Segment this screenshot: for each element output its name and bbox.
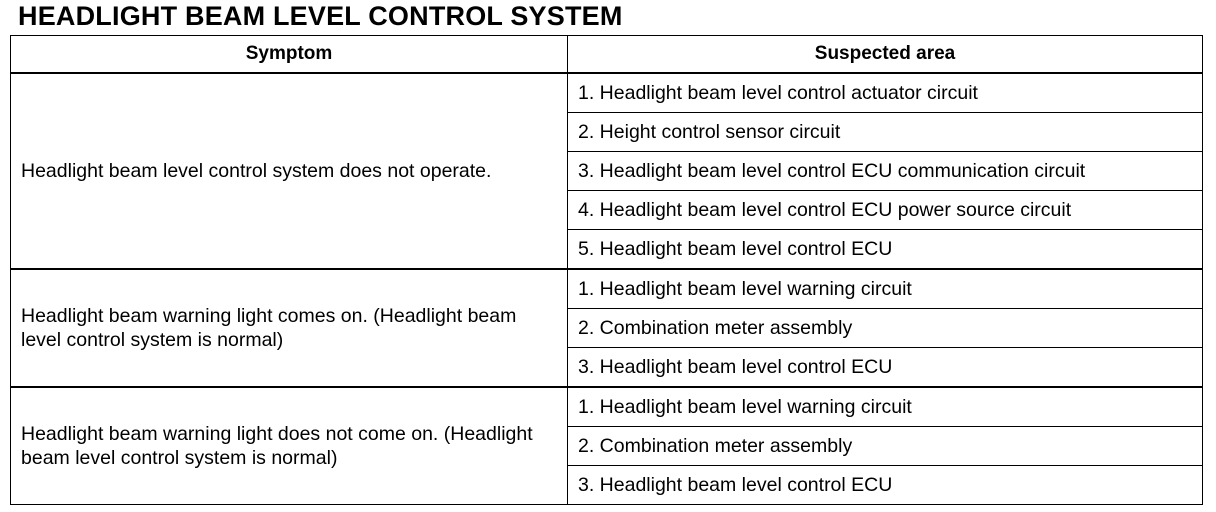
symptom-cell: Headlight beam warning light comes on. (Headlight beam level control system is normal): [11, 269, 568, 387]
suspected-area-cell: 1. Headlight beam level warning circuit: [568, 387, 1203, 427]
suspected-area-cell: 5. Headlight beam level control ECU: [568, 230, 1203, 270]
suspected-area-cell: 4. Headlight beam level control ECU power source circuit: [568, 191, 1203, 230]
symptom-cell: Headlight beam level control system does not operate.: [11, 73, 568, 269]
symptom-table: [10, 35, 1203, 505]
table-header-row: [11, 36, 1203, 74]
symptom-column-header: Symptom: [11, 36, 568, 74]
suspected-area-cell: 2. Height control sensor circuit: [568, 113, 1203, 152]
suspected-area-column-header: Suspected area: [568, 36, 1203, 74]
table-row: [11, 269, 1203, 309]
table-row: [11, 387, 1203, 427]
table-row: [11, 73, 1203, 113]
page-title: HEADLIGHT BEAM LEVEL CONTROL SYSTEM: [18, 1, 623, 31]
suspected-area-cell: 3. Headlight beam level control ECU: [568, 348, 1203, 388]
suspected-area-cell: 1. Headlight beam level warning circuit: [568, 269, 1203, 309]
suspected-area-cell: 3. Headlight beam level control ECU: [568, 466, 1203, 505]
suspected-area-cell: 1. Headlight beam level control actuator circuit: [568, 73, 1203, 113]
suspected-area-cell: 3. Headlight beam level control ECU communication circuit: [568, 152, 1203, 191]
suspected-area-cell: 2. Combination meter assembly: [568, 309, 1203, 348]
suspected-area-cell: 2. Combination meter assembly: [568, 427, 1203, 466]
symptom-cell: Headlight beam warning light does not come on. (Headlight beam level control system is normal): [11, 387, 568, 505]
